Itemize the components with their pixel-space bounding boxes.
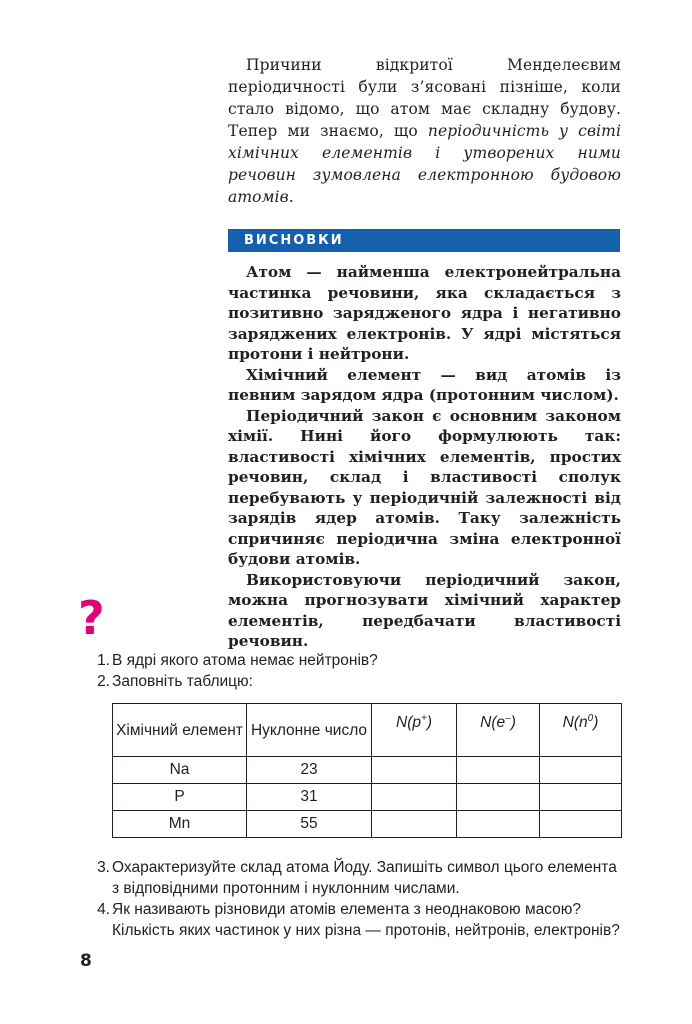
question-text: Заповніть таблицю: (112, 673, 253, 690)
table-header-row (113, 704, 622, 757)
question-text: Охарактеризуйте склад атома Йоду. Запишіть символ цього елемента з відповідними протонним і нуклонним числами. (112, 859, 617, 897)
intro-text-end: . (288, 188, 294, 206)
conclusions-block (228, 262, 621, 652)
conclusions-header: ВИСНОВКИ (228, 229, 620, 252)
cell-nucleon: 23 (247, 757, 372, 784)
cell-nucleon: 31 (247, 784, 372, 811)
cell-empty (540, 811, 622, 838)
fill-in-table (112, 703, 622, 838)
conclusion-paragraph: Хімічний елемент — вид атомів із певним зарядом ядра (протонним числом). (228, 365, 621, 404)
cell-empty (457, 757, 540, 784)
cell-empty (457, 784, 540, 811)
question-number: 1. (97, 652, 110, 669)
intro-paragraph (228, 54, 621, 208)
cell-empty (372, 784, 457, 811)
cell-nucleon: 55 (247, 811, 372, 838)
table-row (113, 757, 622, 784)
header-neutrons: $N(n^0)$ (540, 704, 622, 757)
conclusion-paragraph: Використовуючи періодичний закон, можна прогнозувати хімічний характер елементів, передбачати властивості речовин. (228, 570, 621, 650)
questions-list (84, 650, 624, 692)
cell-empty (372, 757, 457, 784)
cell-empty (457, 811, 540, 838)
intro-text: Причини відкритої Менделеєвим періодичності були з’ясовані пізніше, коли стало відомо, що атом має складну будову. Тепер ми знаємо, що (228, 56, 621, 140)
question-text: В ядрі якого атома немає нейтронів? (112, 652, 378, 669)
question-number: 3. (97, 859, 110, 876)
header-protons: N(p+) (372, 704, 457, 757)
cell-empty (372, 811, 457, 838)
cell-empty (540, 784, 622, 811)
question-mark-icon: ? (78, 591, 105, 645)
header-electrons: N(e–) (457, 704, 540, 757)
question-item (84, 650, 624, 671)
question-number: 4. (97, 901, 110, 918)
page-number: 8 (80, 951, 92, 971)
questions-list-continued (84, 857, 624, 941)
cell-element: Na (113, 757, 247, 784)
table-row (113, 784, 622, 811)
header-element: Хімічний елемент (113, 704, 247, 757)
cell-element: Mn (113, 811, 247, 838)
question-item (84, 899, 624, 941)
question-item (84, 857, 624, 899)
cell-empty (540, 757, 622, 784)
question-number: 2. (97, 673, 110, 690)
question-text: Як називають різновиди атомів елемента з неоднаковою масою? Кількість яких частинок у них різна — протонів, нейтронів, електронів? (112, 901, 620, 939)
intro-italic-text: періодичність у світі хімічних елементів і утворених ними речовин зумовлена електронною будовою атомів (228, 122, 621, 206)
conclusion-paragraph: Атом — найменша електронейтральна частинка речовини, яка складається з позитивно зарядженого ядра і негативно заряджених електронів. У ядрі містяться протони і нейтрони. (228, 263, 621, 363)
header-nucleon-number: Нуклонне число (247, 704, 372, 757)
conclusion-paragraph: Періодичний закон є основним законом хімії. Нині його формулюють так: властивості хімічних елементів, простих речовин, склад і властивості сполук перебувають у періодичній залежності від зарядів ядер атомів. Таку залежність спричиняє періодична зміна електронної будови атомів. (228, 406, 621, 568)
question-item (84, 671, 624, 692)
cell-element: P (113, 784, 247, 811)
table-row (113, 811, 622, 838)
